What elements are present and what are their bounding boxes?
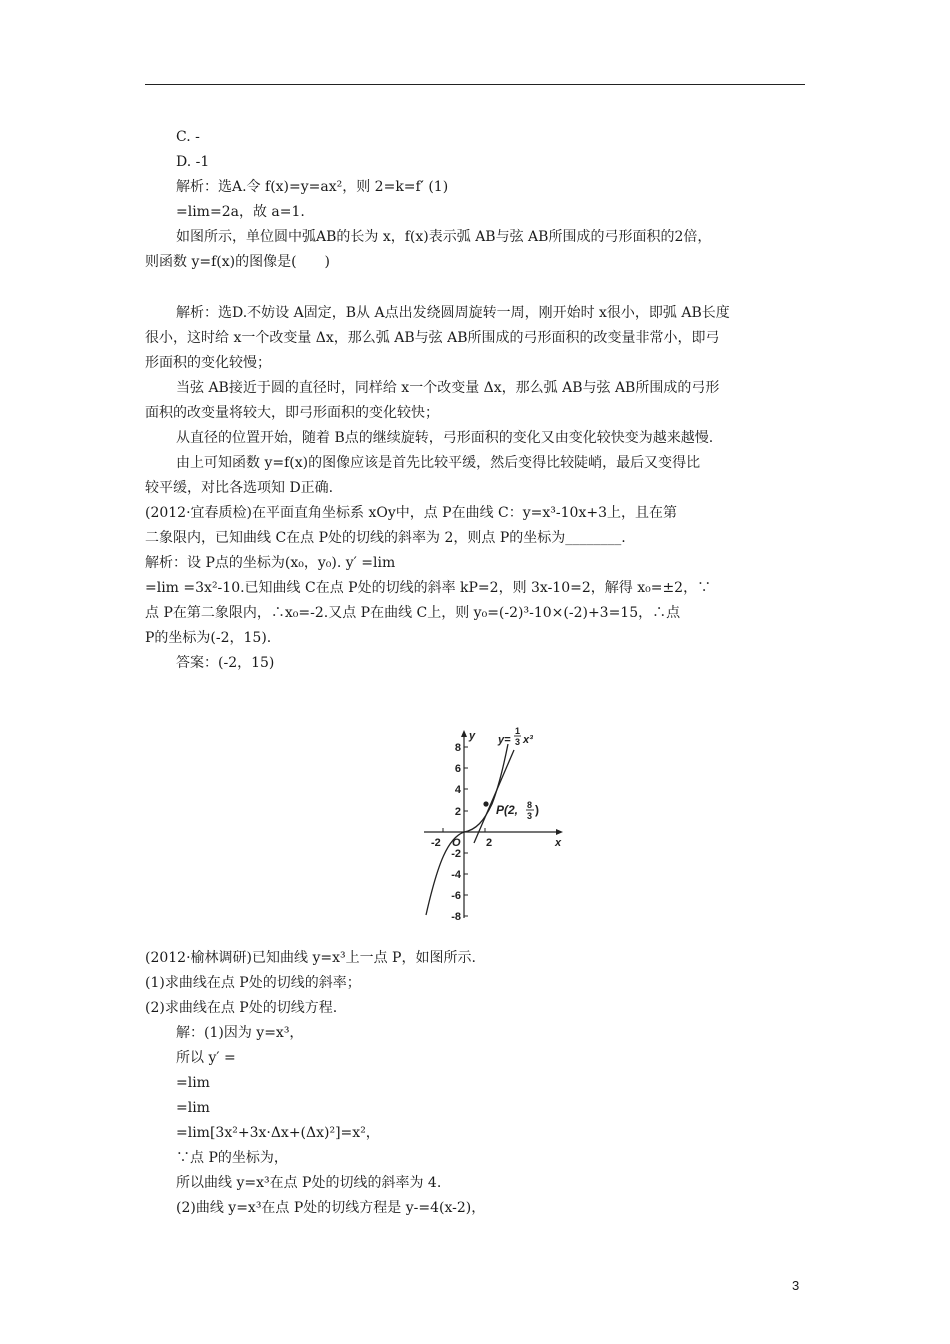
option-c: C. - — [176, 129, 200, 145]
tangent-line — [474, 750, 514, 843]
question-line: (2)求曲线在点 P处的切线方程. — [145, 1000, 338, 1016]
x-axis-label: x — [555, 837, 562, 849]
y-axis-label: y — [469, 730, 476, 742]
analysis-line: 由上可知函数 y=f(x)的图像应该是首先比较平缓，然后变得比较陡峭，最后又变得比 — [176, 455, 701, 471]
point-label-numerator: 8 — [527, 800, 533, 810]
analysis-line: =lim =3x²-10.已知曲线 C在点 P处的切线的斜率 kP=2，则 3x-10=2，解得 x₀=±2，∵ — [145, 580, 712, 596]
question-line: 二象限内，已知曲线 C在点 P处的切线的斜率为 2，则点 P的坐标为________. — [145, 530, 626, 546]
analysis-line: 当弦 AB接近于圆的直径时，同样给 x一个改变量 Δx，那么弧 AB与弦 AB所围成的弓形 — [176, 380, 720, 396]
analysis-line: 很小，这时给 x一个改变量 Δx，那么弧 AB与弦 AB所围成的弓形面积的改变量非常小，即弓 — [145, 330, 720, 346]
solution-line: 所以曲线 y=x³在点 P处的切线的斜率为 4. — [176, 1175, 442, 1191]
x-tick-label: -2 — [431, 837, 441, 849]
option-d: D. -1 — [176, 154, 210, 170]
page-number: 3 — [792, 1278, 800, 1293]
header-rule — [145, 84, 805, 85]
curve-label-power: x³ — [523, 734, 533, 746]
y-tick-label: 6 — [454, 763, 461, 775]
origin-label: O — [452, 837, 461, 849]
answer-line: 答案：(-2，15) — [176, 655, 275, 671]
y-tick-label: 4 — [454, 784, 461, 796]
x-tick-label: 2 — [486, 837, 493, 849]
question-line: 如图所示，单位圆中弧AB的长为 x，f(x)表示弧 AB与弦 AB所围成的弓形面积的2倍， — [176, 229, 712, 245]
solution-line: =lim — [176, 1075, 210, 1091]
x-axis-arrow — [556, 829, 563, 835]
solution-line: 解：(1)因为 y=x³， — [176, 1025, 304, 1041]
cubic-curve-figure — [420, 722, 570, 927]
y-tick-label: -2 — [451, 848, 461, 860]
point-label-denominator: 3 — [527, 811, 533, 821]
curve-label-numerator: 1 — [515, 726, 521, 736]
solution-line: =lim[3x²+3x·Δx+(Δx)²]=x²， — [176, 1125, 380, 1141]
y-tick-label: 2 — [454, 806, 461, 818]
analysis-line: 解析：设 P点的坐标为(x₀，y₀). y′ =lim — [145, 555, 396, 571]
y-tick-label: -4 — [451, 869, 461, 881]
point-p — [483, 801, 488, 806]
analysis-line: 面积的改变量将较大，即弓形面积的变化较快； — [145, 405, 439, 421]
analysis-line: 形面积的变化较慢； — [145, 355, 271, 371]
point-label: P(2, — [496, 803, 519, 817]
question-line: 则函数 y=f(x)的图像是( ) — [145, 254, 331, 270]
analysis-line: 从直径的位置开始，随着 B点的继续旋转，弓形面积的变化又由变化较快变为越来越慢. — [176, 430, 714, 446]
curve-label-denominator: 3 — [515, 737, 521, 747]
question-line: (2012·榆林调研)已知曲线 y=x³上一点 P，如图所示. — [145, 950, 476, 966]
analysis-line: 较平缓，对比各选项知 D正确. — [145, 480, 334, 496]
question-line: (1)求曲线在点 P处的切线的斜率； — [145, 975, 361, 991]
question-line: (2012·宜春质检)在平面直角坐标系 xOy中，点 P在曲线 C：y=x³-10x+3上，且在第 — [145, 505, 677, 521]
analysis-line: =lim=2a，故 a=1. — [176, 204, 305, 220]
analysis-line: P的坐标为(-2，15). — [145, 630, 272, 646]
solution-line: 所以 y′ = — [176, 1050, 236, 1066]
analysis-line: 解析：选A.令 f(x)=y=ax²，则 2=k=f′ (1) — [176, 179, 449, 195]
y-tick-label: -8 — [451, 911, 461, 923]
solution-line: (2)曲线 y=x³在点 P处的切线方程是 y-=4(x-2)， — [176, 1200, 486, 1216]
y-axis-arrow — [461, 730, 467, 737]
solution-line: ∵点 P的坐标为， — [176, 1150, 288, 1166]
cubic-curve — [426, 744, 508, 915]
y-tick-label: -6 — [451, 890, 461, 902]
y-tick-label: 8 — [454, 742, 461, 754]
solution-line: =lim — [176, 1100, 210, 1116]
point-label-close: ) — [535, 803, 539, 817]
analysis-line: 解析：选D.不妨设 A固定，B从 A点出发绕圆周旋转一周，刚开始时 x很小，即弧 AB长度 — [176, 305, 730, 321]
analysis-line: 点 P在第二象限内，∴x₀=-2.又点 P在曲线 C上，则 y₀=(-2)³-10×(-2)+3=15，∴点 — [145, 605, 681, 621]
curve-label: y= — [498, 734, 511, 746]
